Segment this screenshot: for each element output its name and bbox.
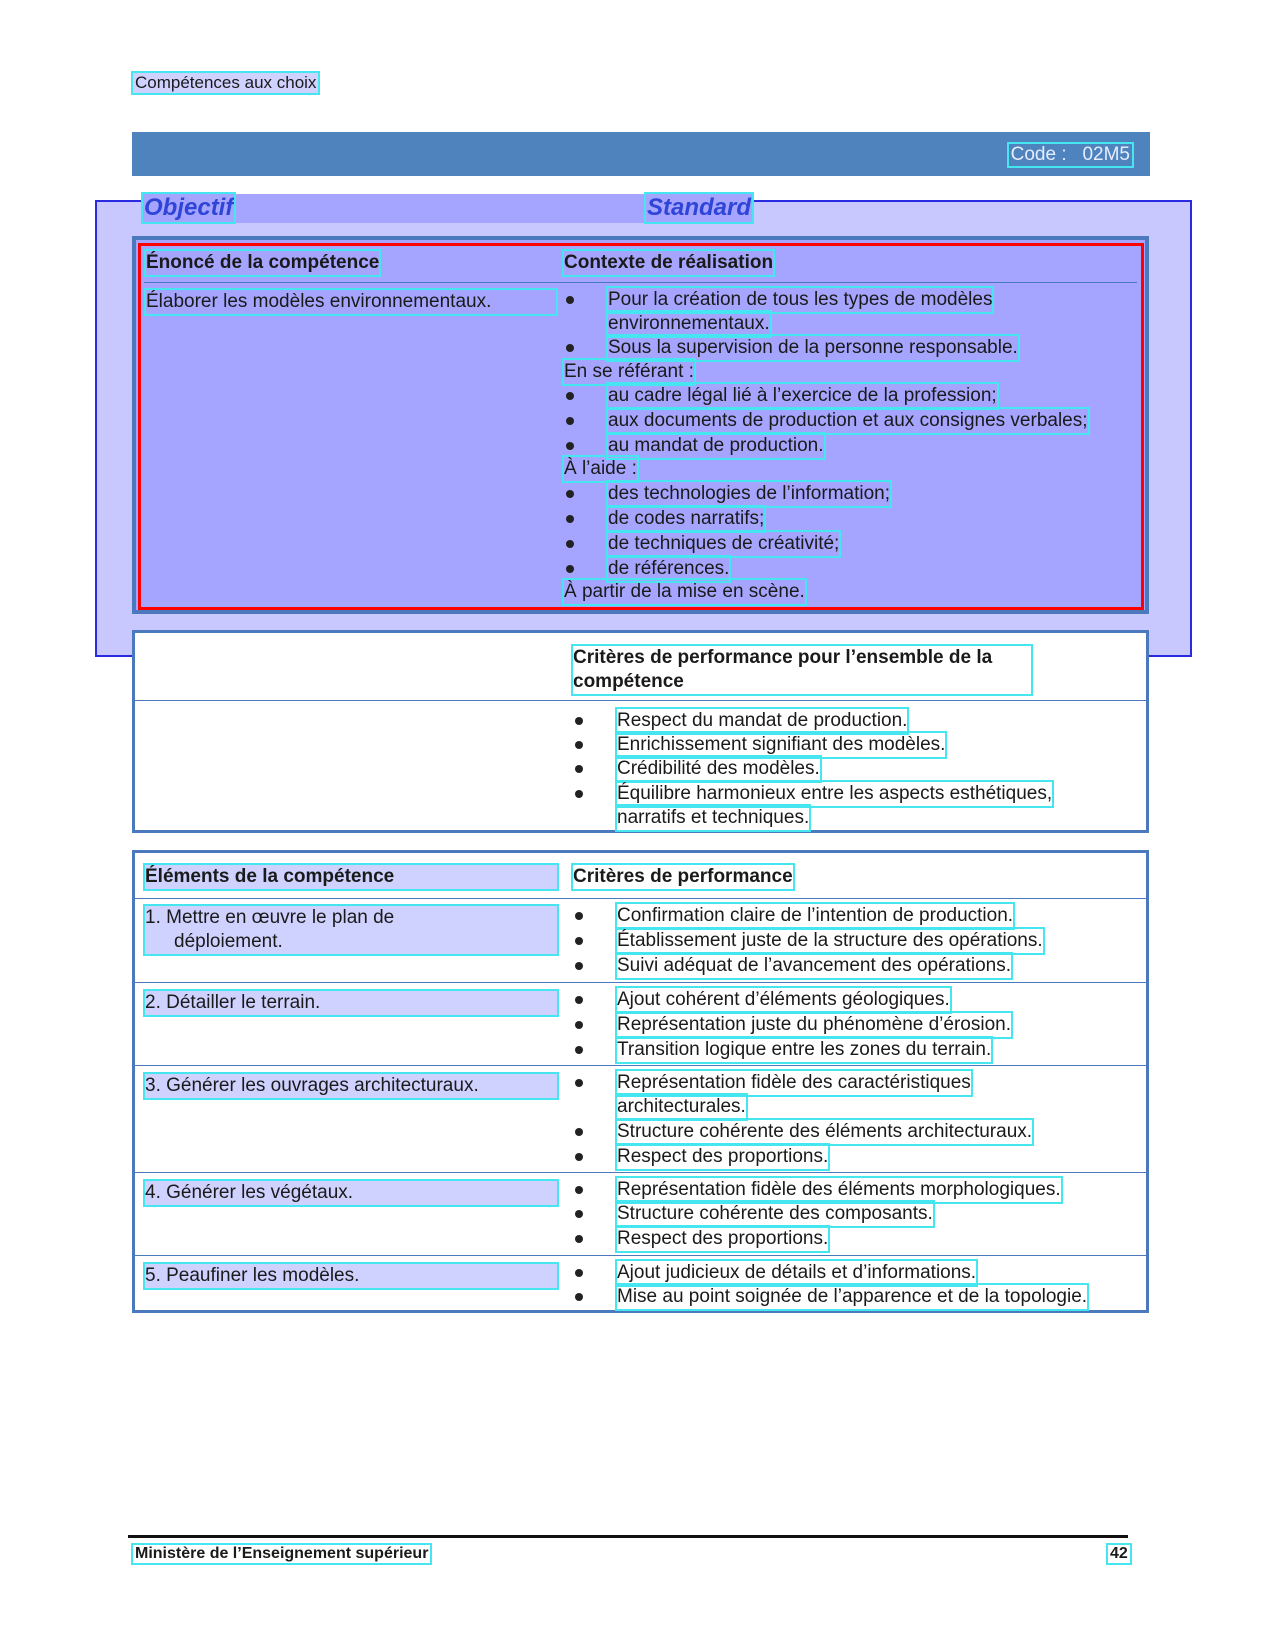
competence-choice-heading: Compétences aux choix	[135, 73, 317, 92]
element-row-5: 5. Peaufiner les modèles.	[145, 1264, 557, 1288]
element-row-1: 1. Mettre en œuvre le plan de déploiement.	[145, 906, 557, 954]
criteria-row-1: Confirmation claire de l’intention de production. Établissement juste de la structure des opérations. Suivi adéquat de l’avancement des opérations.	[573, 904, 1143, 979]
page-number: 42	[1110, 1545, 1128, 1562]
objectif-label: Objectif	[144, 194, 234, 221]
context-line: de techniques de créativité;	[564, 532, 1134, 556]
contexte-header: Contexte de réalisation	[564, 252, 774, 273]
elements-table	[132, 850, 1149, 1313]
context-line: au cadre légal lié à l’exercice de la profession;	[564, 384, 1134, 408]
performance-item: Respect du mandat de production.	[573, 709, 1143, 733]
enonce-text: Élaborer les modèles environnementaux.	[146, 290, 556, 314]
elements-header: Éléments de la compétence	[145, 865, 557, 889]
performance-item: Crédibilité des modèles.	[573, 757, 1143, 781]
footer-rule	[128, 1535, 1128, 1538]
criteria-row-3: Représentation fidèle des caractéristiques architecturales. Structure cohérente des éléments architecturaux. Respect des proportions.	[573, 1071, 1143, 1171]
element-row-3: 3. Générer les ouvrages architecturaux.	[145, 1074, 557, 1098]
context-line: aux documents de production et aux consignes verbales;	[564, 409, 1134, 433]
performance-item: narratifs et techniques.	[617, 807, 810, 828]
criteria-row-2: Ajout cohérent d’éléments géologiques. Représentation juste du phénomène d’érosion. Transition logique entre les zones du terrain.	[573, 988, 1143, 1063]
context-line: En se référant :	[564, 361, 694, 382]
criteria-row-5: Ajout judicieux de détails et d’informations. Mise au point soignée de l’apparence et de la topologie.	[573, 1261, 1143, 1311]
enonce-header: Énoncé de la compétence	[146, 252, 380, 273]
context-line: À l’aide :	[564, 458, 637, 479]
criteria-header: Critères de performance	[573, 866, 793, 887]
context-line: Pour la création de tous les types de modèles	[564, 288, 1134, 312]
code-label: Code : 02M5	[1010, 144, 1130, 165]
criteria-row-4: Représentation fidèle des éléments morphologiques. Structure cohérente des composants. Respect des proportions.	[573, 1178, 1143, 1253]
context-line: À partir de la mise en scène.	[564, 581, 805, 602]
context-line: des technologies de l’information;	[564, 482, 1134, 506]
element-row-4: 4. Générer les végétaux.	[145, 1181, 557, 1205]
competence-table	[132, 236, 1149, 614]
context-line: environnementaux.	[608, 313, 770, 334]
performance-overall-header: Critères de performance pour l’ensemble de la compétence	[573, 646, 1031, 694]
context-line: de codes narratifs;	[564, 507, 1134, 531]
bullet-dot	[566, 296, 574, 304]
performance-overall-list	[573, 709, 1143, 834]
code-bar	[132, 132, 1150, 176]
standard-label: Standard	[647, 194, 752, 221]
performance-overall-table	[132, 630, 1149, 833]
context-line: Sous la supervision de la personne responsable.	[564, 336, 1134, 360]
context-line: au mandat de production.	[564, 434, 1134, 458]
footer-ministry: Ministère de l’Enseignement supérieur	[135, 1545, 429, 1562]
context-line: de références.	[564, 557, 1134, 581]
performance-item: Équilibre harmonieux entre les aspects esthétiques,	[573, 782, 1143, 806]
element-row-2: 2. Détailler le terrain.	[145, 991, 557, 1015]
standard-label-row	[646, 194, 751, 223]
performance-item: Enrichissement signifiant des modèles.	[573, 733, 1143, 757]
context-list	[564, 288, 1144, 608]
